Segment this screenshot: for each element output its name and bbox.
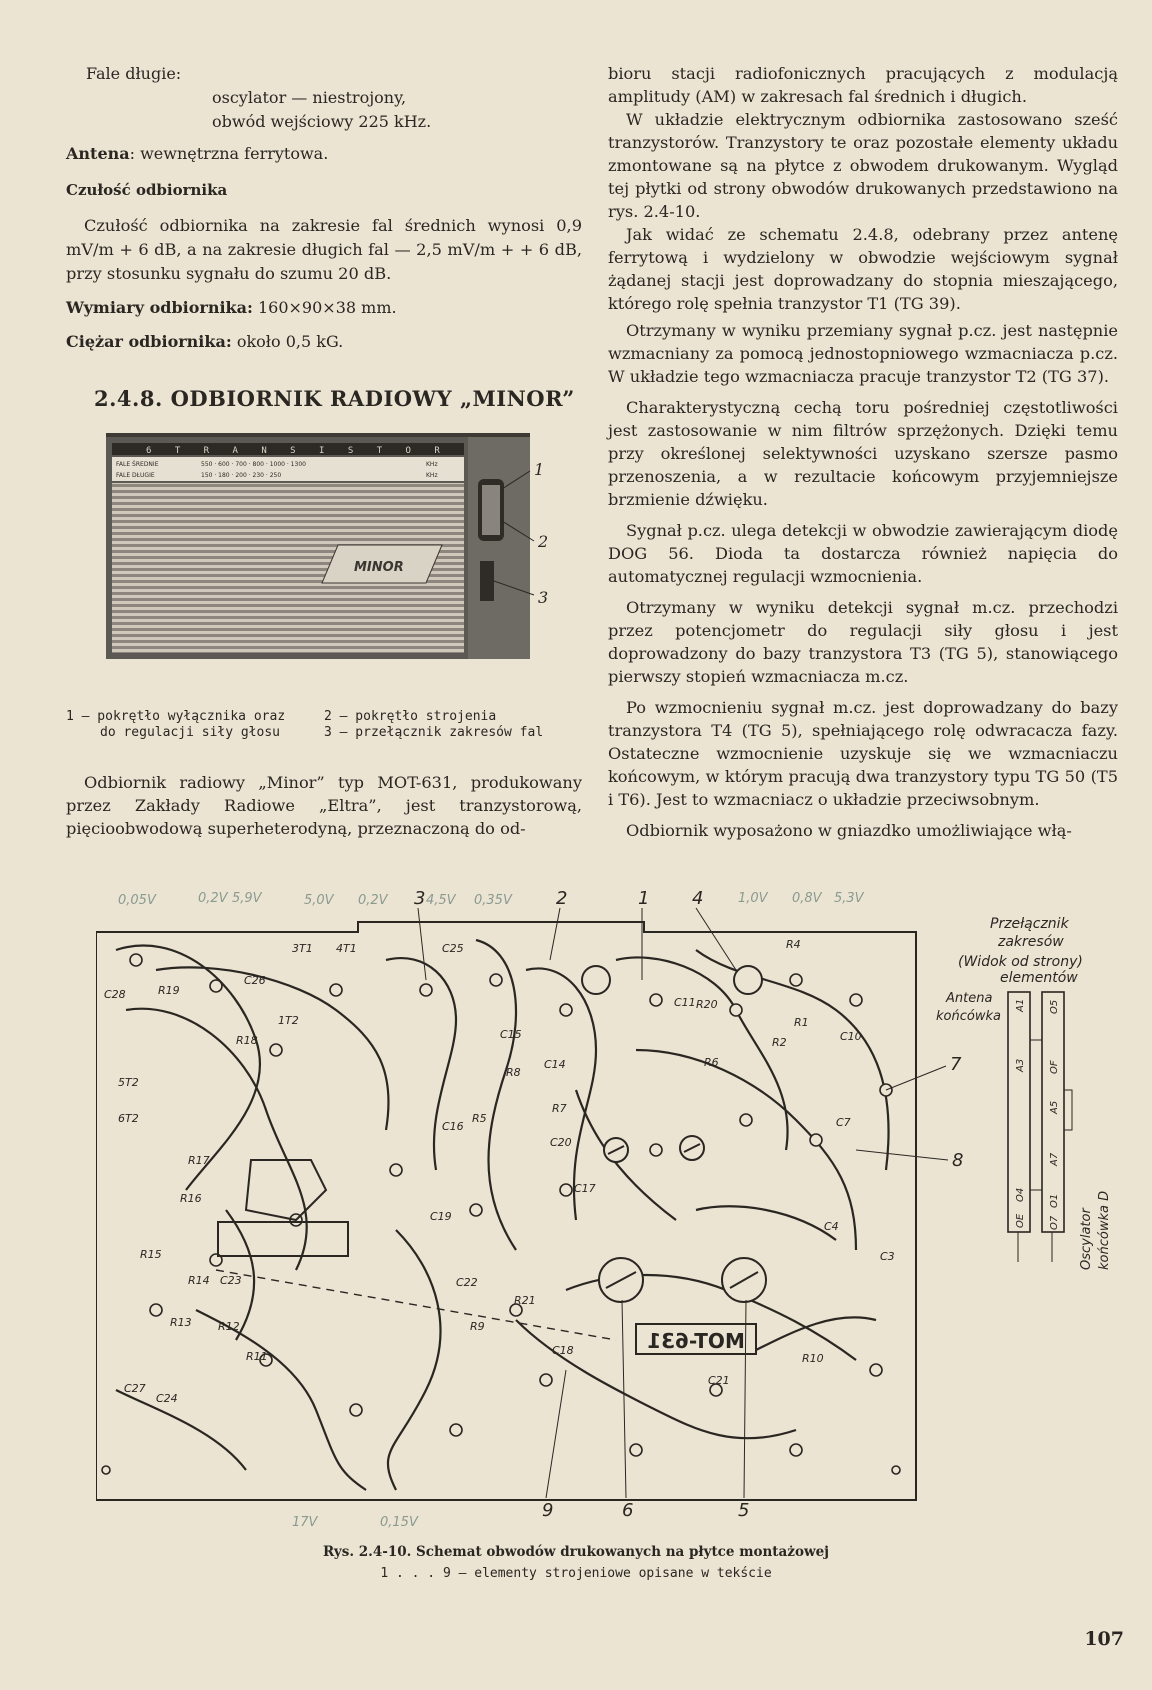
- right-paragraph-3: Otrzymany w wyniku przemiany sygnał p.cz. jest następnie wzmacniany za pomocą jednostopniowego wzmacniacza p.cz. W układzie tego wzmacniacza pracuje tranzystor T2 (TG 37).: [608, 321, 1118, 386]
- dimensions-line: [66, 296, 582, 320]
- comp-label: 6T2: [118, 1112, 139, 1125]
- band-switch: [480, 561, 494, 601]
- fig-callout-1: 1: [638, 890, 650, 909]
- osc-label-2: końcówka D: [1097, 1190, 1112, 1270]
- fig-callout-4: 4: [692, 890, 704, 909]
- radio-photo-svg: [106, 433, 578, 691]
- voltages-bottom: [292, 1515, 419, 1530]
- comp-label: C26: [244, 974, 266, 987]
- callout-2: 2: [538, 532, 549, 551]
- comp-label: R6: [704, 1056, 719, 1069]
- comp-label: 1T2: [278, 1014, 299, 1027]
- antenna-tag-2: końcówka: [936, 1009, 1001, 1024]
- comp-label: C16: [442, 1120, 464, 1133]
- right-paragraph-6: Otrzymany w wyniku detekcji sygnał m.cz. przechodzi przez potencjometr do regulacji siły głosu i jest doprowadzony do bazy tranzystora T3 (TG 5), stanowiącego pierwszy stopień wzmacniacza m.cz.: [608, 598, 1118, 686]
- comp-label: C21: [708, 1374, 730, 1387]
- pin-of: OF: [1049, 1060, 1060, 1074]
- comp-label: 4T1: [336, 942, 357, 955]
- comp-label: C24: [156, 1392, 178, 1405]
- weight-label: Ciężar odbiornika:: [66, 332, 232, 351]
- comp-label: R20: [696, 998, 718, 1011]
- comp-label: R11: [246, 1350, 268, 1363]
- right-paragraph-7: Po wzmocnieniu sygnał m.cz. jest doprowadzany do bazy tranzystora T4 (TG 5), spełniającego rolę odwracacza fazy. Ostateczne wzmocnienie uzyskuje się we wzmacniaczu końcowym, w którym pracują dwa tranzystory typu TG 50 (T5 i T6). Jest to wzmacniacz o układzie przeciwsobnym.: [608, 698, 1118, 809]
- comp-label: R9: [470, 1320, 485, 1333]
- long-waves-line1: oscylator — niestrojony,: [212, 88, 407, 107]
- comp-label: R19: [158, 984, 180, 997]
- voltage-top-9: 5,3V: [834, 891, 864, 906]
- sensitivity-text: Czułość odbiornika na zakresie fal średnich wynosi 0,9 mV/m + 6 dB, a na zakresie długich fal — 2,5 mV/m + + 6 dB, przy stosunku sygnału do szumu 20 dB.: [66, 216, 582, 283]
- caption-item2-line2: 3 — przełącznik zakresów fal: [324, 725, 544, 740]
- voltage-bottom-1: 0,15V: [380, 1515, 418, 1530]
- comp-label: C4: [824, 1220, 839, 1233]
- voltage-top-1: 0,2V: [198, 891, 228, 906]
- switch-title-2: zakresów: [998, 934, 1064, 950]
- comp-label: R5: [472, 1112, 487, 1125]
- comp-label: R10: [802, 1352, 824, 1365]
- voltage-top-3: 5,0V: [304, 893, 334, 908]
- antenna-line: [66, 142, 582, 166]
- comp-label: R8: [506, 1066, 521, 1079]
- photo-caption-left: [66, 709, 324, 741]
- voltages-top: [118, 891, 865, 908]
- unit-lw: KHz: [426, 472, 438, 479]
- comp-label: C11: [674, 996, 696, 1009]
- radio-photo: [106, 433, 578, 691]
- pcb-figure: [96, 890, 1136, 1530]
- comp-label: R7: [552, 1102, 567, 1115]
- comp-label: 3T1: [292, 942, 313, 955]
- right-paragraph-8: Odbiornik wyposażono w gniazdko umożliwiające włą-: [626, 821, 1072, 840]
- comp-label: R14: [188, 1274, 210, 1287]
- left-body-paragraph: Odbiornik radiowy „Minor” typ MOT-631, produkowany przez Zakłady Radiowe „Eltra”, jest tranzystorową, pięcioobwodową superheterodyną, przeznaczoną do od-: [66, 773, 582, 838]
- comp-label: C28: [104, 988, 126, 1001]
- right-column: [608, 62, 1118, 842]
- right-paragraph-5: Sygnał p.cz. ulega detekcji w obwodzie zawierającym diodę DOG 56. Dioda ta dostarcza również napięcia do automatycznej regulacji wzmocnienia.: [608, 521, 1118, 586]
- comp-label: R18: [236, 1034, 258, 1047]
- pcb-traces: [116, 940, 889, 1490]
- fig-callout-8: 8: [952, 1150, 964, 1171]
- pin-a7: A7: [1049, 1152, 1060, 1166]
- photo-caption: [66, 709, 582, 741]
- mw-marks: 550 · 600 · 700 · 800 · 1000 · 1300: [201, 461, 306, 468]
- specs-block: [66, 62, 582, 354]
- radio-side: [468, 437, 530, 659]
- dashed-link: [216, 1270, 616, 1340]
- comp-label: 5T2: [118, 1076, 139, 1089]
- comp-label: C15: [500, 1028, 522, 1041]
- antenna-value: : wewnętrzna ferrytowa.: [129, 144, 329, 163]
- pin-a1: A1: [1015, 998, 1026, 1012]
- photo-caption-right: [324, 709, 582, 741]
- board-outline: [96, 922, 916, 1500]
- comp-label: C10: [840, 1030, 862, 1043]
- comp-label: C23: [220, 1274, 242, 1287]
- lw-marks: 150 · 180 · 200 · 230 · 250: [201, 472, 282, 479]
- comp-label: R16: [180, 1192, 202, 1205]
- voltage-top-6: 0,35V: [474, 893, 512, 908]
- pin-o1: O1: [1049, 1193, 1060, 1208]
- fig-callout-3: 3: [414, 890, 426, 909]
- component-labels: [104, 938, 895, 1405]
- switch-title-4: elementów: [1000, 970, 1078, 986]
- voltage-bottom-0: 17V: [292, 1515, 318, 1530]
- comp-label: C22: [456, 1276, 478, 1289]
- switch-title-1: Przełącznik: [990, 916, 1069, 932]
- weight-line: [66, 330, 582, 354]
- board-label-group: [636, 1324, 756, 1354]
- range-switch-panel: [936, 916, 1112, 1270]
- page-number: 107: [1084, 1628, 1124, 1650]
- voltage-top-4: 0,2V: [358, 893, 388, 908]
- fig-callout-9: 9: [542, 1500, 554, 1521]
- caption-item1-line1: 1 — pokrętło wyłącznika oraz: [66, 709, 286, 724]
- voltage-top-0: 0,05V: [118, 893, 156, 908]
- voltage-top-5: 4,5V: [426, 893, 456, 908]
- long-waves-line2: obwód wejściowy 225 kHz.: [212, 112, 432, 131]
- voltage-top-2: 5,9V: [232, 891, 262, 906]
- fig-callout-6: 6: [622, 1500, 634, 1521]
- voltage-top-8: 0,8V: [792, 891, 822, 906]
- antenna-label: Antena: [66, 144, 130, 163]
- comp-label: R2: [772, 1036, 787, 1049]
- fig-callout-5: 5: [738, 1500, 750, 1521]
- eltra-logo: [246, 1160, 326, 1220]
- weight-value: około 0,5 kG.: [236, 332, 344, 351]
- right-paragraph-1: W układzie elektrycznym odbiornika zastosowano sześć tranzystorów. Tranzystory te oraz pozostałe elementy układu zmontowane są na płytce z obwodem drukowanym. Wygląd tej płytki od strony obwodów drukowanych przedstawiono na rys. 2.4-10.: [608, 110, 1118, 221]
- comp-label: R1: [794, 1016, 809, 1029]
- comp-label: C14: [544, 1058, 566, 1071]
- pin-o7: O7: [1049, 1215, 1060, 1230]
- section-heading: 2.4.8. ODBIORNIK RADIOWY „MINOR”: [94, 386, 575, 411]
- comp-label: R17: [188, 1154, 210, 1167]
- fig-callout-2: 2: [556, 890, 568, 909]
- comp-label: C18: [552, 1344, 574, 1357]
- caption-item1-line2: do regulacji siły głosu: [100, 725, 281, 740]
- right-paragraph-2: Jak widać ze schematu 2.4.8, odebrany przez antenę ferrytową i wydzielony w obwodzie wejściowym sygnał żądanej stacji jest doprowadzany do stopnia mieszającego, którego rolę spełnia tranzystor T1 (TG 39).: [608, 225, 1118, 313]
- left-column: [66, 62, 582, 840]
- comp-label: R21: [514, 1294, 536, 1307]
- minor-badge-text: MINOR: [354, 560, 404, 575]
- pin-a5: A5: [1049, 1100, 1060, 1114]
- pin-o4: O4: [1015, 1187, 1026, 1202]
- pin-a3: A3: [1015, 1058, 1026, 1072]
- osc-label-1: Oscylator: [1079, 1208, 1094, 1270]
- fig-callout-7: 7: [950, 1054, 962, 1075]
- figure-caption: [0, 1542, 1152, 1584]
- callout-3: 3: [538, 588, 549, 607]
- pin-oe: OE: [1015, 1213, 1026, 1228]
- voltage-top-7: 1,0V: [738, 891, 768, 906]
- comp-label: C3: [880, 1250, 895, 1263]
- dimensions-label: Wymiary odbiornika:: [66, 298, 253, 317]
- comp-label: R12: [218, 1320, 240, 1333]
- pin-o5: O5: [1049, 999, 1060, 1014]
- right-paragraph-0: bioru stacji radiofonicznych pracujących z modulacją amplitudy (AM) w zakresach fal średnich i długich.: [608, 64, 1118, 106]
- long-waves-label: Fale długie:: [86, 64, 182, 83]
- callout-1: 1: [534, 460, 545, 479]
- switch-title-3: (Widok od strony): [958, 954, 1083, 970]
- pcb-figure-svg: [96, 890, 1136, 1530]
- right-paragraph-4: Charakterystyczną cechą toru pośredniej częstotliwości jest zastosowanie w nim filtrów sprzężonych. Dzięki temu przy określonej selektywności uzyskano szersze pasmo przenoszenia, a w rezultacie końcowym przyjemniejsze brzmienie dźwięku.: [608, 398, 1118, 509]
- unit-mw: KHz: [426, 461, 438, 468]
- dimensions-value: 160×90×38 mm.: [257, 298, 397, 317]
- brand-strip-text: 6 T R A N S I S T O R: [146, 446, 449, 456]
- figure-caption-title: Rys. 2.4-10. Schemat obwodów drukowanych na płytce montażowej: [322, 1544, 830, 1560]
- scale-lw-label: FALE DŁUGIE: [116, 472, 155, 479]
- comp-label: C25: [442, 942, 464, 955]
- comp-label: C19: [430, 1210, 452, 1223]
- scale-mw-label: FALE ŚREDNIE: [116, 461, 159, 468]
- sensitivity-title: Czułość odbiornika: [66, 181, 228, 199]
- comp-label: R4: [786, 938, 801, 951]
- comp-label: C20: [550, 1136, 572, 1149]
- comp-label: C17: [574, 1182, 596, 1195]
- comp-label: C27: [124, 1382, 146, 1395]
- caption-item2-line1: 2 — pokrętło strojenia: [324, 709, 497, 724]
- comp-label: R15: [140, 1248, 162, 1261]
- comp-label: C7: [836, 1116, 851, 1129]
- figure-caption-subtitle: 1 . . . 9 — elementy strojeniowe opisane w tekście: [380, 1566, 772, 1581]
- comp-label: R13: [170, 1316, 192, 1329]
- board-label: MOT-631: [647, 1329, 745, 1353]
- antenna-tag: Antena: [946, 991, 993, 1006]
